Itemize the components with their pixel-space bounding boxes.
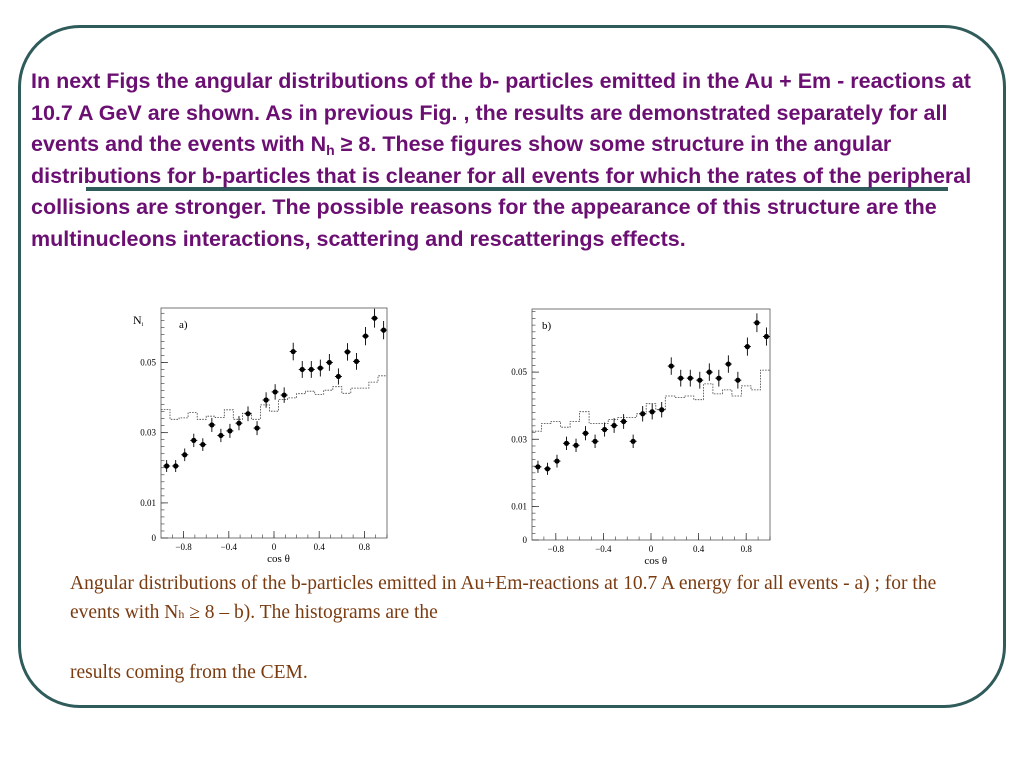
- y-tick-label: 0.01: [511, 501, 527, 512]
- data-point: [200, 442, 205, 447]
- data-point: [707, 370, 712, 375]
- panel-label: b): [542, 320, 552, 332]
- x-tick-label: −0.8: [175, 542, 192, 552]
- chart-panel-b: [508, 305, 752, 567]
- x-axis-label: cos θ: [267, 553, 290, 565]
- data-point: [554, 458, 559, 463]
- caption-subscript: h: [178, 607, 185, 621]
- caption-gap: [70, 629, 950, 658]
- x-tick-label: 0.8: [740, 544, 752, 554]
- x-tick-label: 0.4: [692, 544, 705, 554]
- data-point: [227, 428, 232, 433]
- cem-histogram-line: [161, 376, 387, 420]
- caption-part-2: ≥ 8 – b). The histograms are the: [184, 602, 438, 623]
- data-point: [659, 407, 664, 412]
- data-point: [602, 427, 607, 432]
- data-point: [336, 374, 341, 379]
- plot-frame: [532, 309, 770, 540]
- y-axis-label: Ni: [133, 313, 144, 329]
- data-point: [372, 316, 377, 321]
- data-point: [173, 463, 178, 468]
- data-point: [164, 463, 169, 468]
- x-tick-label: 0: [271, 542, 277, 552]
- data-point: [573, 443, 578, 448]
- x-tick-label: 0.4: [313, 542, 325, 552]
- y-tick-label: 0.05: [140, 357, 156, 368]
- data-point: [254, 425, 259, 430]
- data-point: [191, 438, 196, 443]
- data-point: [236, 421, 241, 426]
- data-point: [697, 378, 702, 383]
- data-point: [688, 376, 693, 381]
- x-axis-label: cos θ: [644, 555, 668, 567]
- data-point: [583, 431, 588, 436]
- data-point: [245, 411, 250, 416]
- data-point: [363, 333, 368, 338]
- y-tick-label: 0: [151, 533, 156, 543]
- caption-part-1: Angular distributions of the b-particles emitted in Au+Em-reactions at 10.7 A energy for all events - a) ; for the events with N: [70, 573, 937, 623]
- caption-part-3: results coming from the CEM.: [70, 662, 308, 683]
- x-tick-label: −0.4: [595, 544, 612, 554]
- data-point: [282, 392, 287, 397]
- data-point: [354, 359, 359, 364]
- data-point: [345, 349, 350, 354]
- x-tick-label: 0: [648, 544, 654, 554]
- data-point: [263, 397, 268, 402]
- data-point: [669, 363, 674, 368]
- body-text-subscript: h: [326, 142, 335, 158]
- panel-label: a): [179, 319, 188, 331]
- data-point: [726, 361, 731, 366]
- y-tick-label: 0.03: [511, 434, 527, 445]
- plot-frame: [161, 308, 387, 538]
- figure-caption: [70, 569, 950, 687]
- data-point: [716, 376, 721, 381]
- data-point: [678, 376, 683, 381]
- data-point: [309, 367, 314, 372]
- data-point: [745, 344, 750, 349]
- data-point: [535, 464, 540, 469]
- slide-body-text: [31, 66, 991, 255]
- data-point: [564, 441, 569, 446]
- data-point: [300, 367, 305, 372]
- data-point: [545, 466, 550, 471]
- data-point: [612, 423, 617, 428]
- data-point: [640, 411, 645, 416]
- body-text-part-2: ≥ 8. These figures show some structure in the angular distributions for b-particles that is cleaner for all events for which the rates of the peripheral collisions are stronger. The possible reasons for the appearance of this structure are the multinucleons interactions, scattering and rescatterings effects.: [31, 132, 972, 251]
- data-point: [631, 439, 636, 444]
- data-point: [592, 439, 597, 444]
- y-tick-label: 0.05: [511, 367, 527, 378]
- data-point: [327, 360, 332, 365]
- data-point: [291, 349, 296, 354]
- x-tick-label: 0.8: [358, 542, 371, 552]
- y-tick-label: 0: [522, 535, 527, 545]
- data-point: [182, 452, 187, 457]
- data-point: [650, 409, 655, 414]
- chart-panel-a: [132, 305, 372, 565]
- data-point: [764, 334, 769, 339]
- body-text-part-1: In next Figs the angular distributions of the b- particles emitted in the Au + Em - reactions at 10.7 A GeV are shown. As in previous Fig. , the results are demonstrated separately for all events and the events with N: [31, 69, 971, 156]
- cem-histogram-line: [532, 370, 770, 431]
- chart-a-svg: [132, 305, 394, 567]
- data-point: [218, 433, 223, 438]
- data-point: [621, 419, 626, 424]
- data-point: [754, 320, 759, 325]
- data-point: [209, 422, 214, 427]
- y-tick-label: 0.03: [140, 427, 156, 438]
- data-point: [273, 389, 278, 394]
- x-tick-label: −0.8: [547, 544, 564, 554]
- y-tick-label: 0.01: [140, 497, 156, 508]
- x-tick-label: −0.4: [220, 542, 237, 552]
- chart-b-svg: [508, 305, 770, 567]
- data-point: [381, 328, 386, 333]
- data-point: [735, 378, 740, 383]
- data-point: [318, 365, 323, 370]
